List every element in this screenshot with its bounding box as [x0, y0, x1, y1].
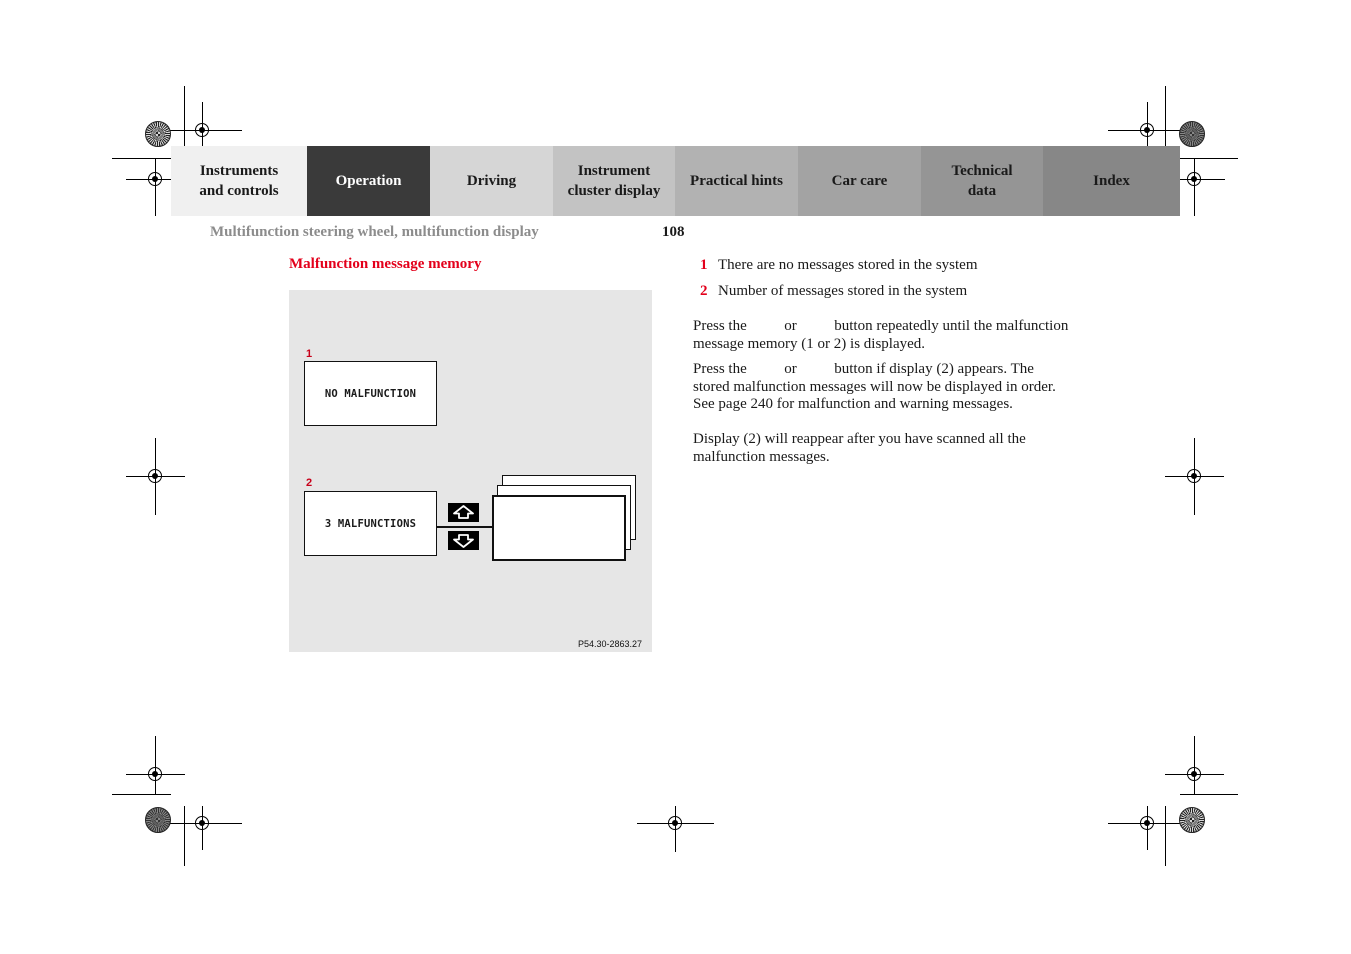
- tab-car-care[interactable]: Car care: [798, 146, 921, 216]
- registration-target-icon: [668, 816, 682, 830]
- display-illustration: [289, 290, 652, 652]
- registration-target-icon: [1187, 767, 1201, 781]
- connector-line: [437, 526, 493, 528]
- tab-instruments-and-controls[interactable]: Instruments and controls: [171, 146, 307, 216]
- registration-target-icon: [195, 123, 209, 137]
- screen-text: 3 MALFUNCTIONS: [324, 517, 417, 530]
- legend-item: [700, 282, 967, 300]
- tab-index[interactable]: Index: [1043, 146, 1180, 216]
- instruction-paragraph-2: Press the or button if display (2) appears. The stored malfunction messages will now be displayed in order. See page 240 for malfunction and warning messages.: [693, 361, 1060, 413]
- registration-target-icon: [148, 469, 162, 483]
- figure-label-2: 2: [306, 477, 313, 489]
- registration-target-icon: [1187, 172, 1201, 186]
- tab-practical-hints[interactable]: Practical hints: [675, 146, 798, 216]
- tab-instrument-cluster-display[interactable]: Instrument cluster display: [553, 146, 675, 216]
- registration-target-icon: [1140, 816, 1154, 830]
- legend-number: 1: [700, 257, 708, 273]
- legend-text: There are no messages stored in the system: [718, 257, 978, 273]
- legend-number: 2: [700, 283, 708, 299]
- registration-target-icon: [148, 767, 162, 781]
- registration-target-icon: [195, 816, 209, 830]
- instruction-paragraph-3: Display (2) will reappear after you have scanned all the malfunction messages.: [693, 431, 1026, 465]
- page-number: 108: [662, 224, 685, 240]
- registration-target-icon: [148, 172, 162, 186]
- registration-sunburst-icon: [1179, 807, 1205, 833]
- up-arrow-icon: [448, 503, 479, 522]
- down-arrow-icon: [448, 531, 479, 550]
- tab-operation[interactable]: Operation: [307, 146, 430, 216]
- tab-driving[interactable]: Driving: [430, 146, 553, 216]
- legend-item: [700, 256, 978, 274]
- section-title: Malfunction message memory: [289, 256, 482, 272]
- figure-code: P54.30-2863.27: [577, 639, 642, 649]
- display-screen-no-malfunction: [304, 361, 437, 426]
- display-screen-malfunctions: [304, 491, 437, 556]
- instruction-paragraph-1: Press the or button repeatedly until the malfunction message memory (1 or 2) is displayed.: [693, 318, 1073, 352]
- registration-target-icon: [1187, 469, 1201, 483]
- registration-sunburst-icon: [1179, 121, 1205, 147]
- figure-label-1: 1: [306, 348, 313, 360]
- section-path: Multifunction steering wheel, multifunction display: [210, 224, 539, 240]
- registration-sunburst-icon: [145, 807, 171, 833]
- legend-text: Number of messages stored in the system: [718, 283, 968, 299]
- screen-text: NO MALFUNCTION: [324, 387, 417, 400]
- tab-technical-data[interactable]: Technical data: [921, 146, 1043, 216]
- registration-target-icon: [1140, 123, 1154, 137]
- message-screen-stack-front: [492, 495, 626, 561]
- chapter-nav: [171, 146, 1180, 216]
- registration-sunburst-icon: [145, 121, 171, 147]
